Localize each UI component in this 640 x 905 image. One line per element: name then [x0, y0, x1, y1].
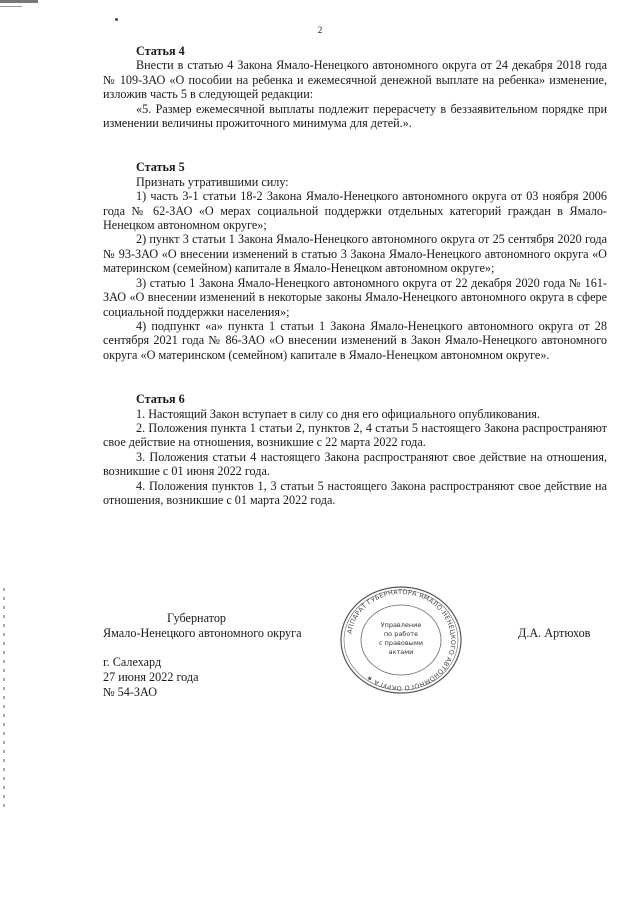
official-seal [336, 584, 466, 696]
signatory-role: Ямало-Ненецкого автономного округа [103, 626, 302, 640]
signatory-title: Губернатор [167, 611, 227, 625]
svg-text:с правовыми: с правовыми [379, 639, 423, 647]
article-6-paragraph: 1. Настоящий Закон вступает в силу со дня его официального опубликования. [136, 406, 540, 421]
article-4-paragraph: «5. Размер ежемесячной выплаты подлежит перерасчету в беззаявительном порядке при изменении величины прожиточного минимума для детей.». [103, 101, 607, 131]
article-5-paragraph: 3) статью 1 Закона Ямало-Ненецкого автономного округа от 22 декабря 2020 года № 161-ЗАО «О внесении изменений в некоторые законы Ямало-Ненецкого автономного округа в сфере социальной поддержки населения»; [103, 275, 607, 319]
place-of-signing: г. Салехард [103, 655, 162, 669]
article-4-paragraph: Внести в статью 4 Закона Ямало-Ненецкого автономного округа от 24 декабря 2018 года № 109-ЗАО «О пособии на ребенка и ежемесячной денежной выплате на ребенка» изменение, изложив часть 5 в следующей редакции: [103, 58, 607, 102]
signatory-name: Д.А. Артюхов [518, 626, 591, 640]
svg-text:актами: актами [388, 648, 414, 656]
article-6-paragraph: 3. Положения статьи 4 настоящего Закона распространяют свое действие на отношения, возникшие с 01 июня 2022 года. [103, 449, 607, 479]
svg-text:по работе: по работе [383, 630, 419, 638]
scan-artifact [0, 0, 38, 3]
scan-artifact [0, 6, 22, 7]
scan-speck [115, 18, 118, 21]
article-5-paragraph: 1) часть 3-1 статьи 18-2 Закона Ямало-Ненецкого автономного округа от 03 ноября 2006 года № 62-ЗАО «О мерах социальной поддержки отдельных категорий граждан в Ямало-Ненецком автономном округе»; [103, 189, 607, 233]
svg-text:Управление: Управление [380, 621, 422, 629]
document-body [103, 44, 607, 507]
article-5-paragraph: 4) подпункт «а» пункта 1 статьи 1 Закона Ямало-Ненецкого автономного округа от 28 сентября 2021 года № 86-ЗАО «О внесении изменений в Закон Ямало-Ненецкого автономного округа «О материнском (семейном) капитале в Ямало-Ненецком автономном округе». [103, 318, 607, 362]
article-6-heading: Статья 6 [136, 392, 185, 407]
article-6-paragraph: 4. Положения пунктов 1, 3 статьи 5 настоящего Закона распространяют свое действие на отношения, возникшие с 01 марта 2022 года. [103, 478, 607, 507]
scan-edge-artifact [3, 588, 5, 808]
article-5-heading: Статья 5 [136, 160, 185, 175]
article-5-paragraph: 2) пункт 3 статьи 1 Закона Ямало-Ненецкого автономного округа от 25 сентября 2020 года № 93-ЗАО «О внесении изменений в статью 3 Закона Ямало-Ненецкого автономного округа «О материнском (семейном) капитале в Ямало-Ненецком автономном округе»; [103, 232, 607, 276]
law-meta [103, 655, 199, 700]
article-5-paragraph: Признать утратившими силу: [136, 174, 289, 189]
article-4-heading: Статья 4 [136, 44, 185, 58]
signing-date: 27 июня 2022 года [103, 670, 199, 684]
svg-text:АППАРАТ ГУБЕРНАТОРА ЯМАЛО-НЕНЕ: АППАРАТ ГУБЕРНАТОРА ЯМАЛО-НЕНЕЦКОГО АВТОНОМНОГО ОКРУГА ★ [345, 587, 458, 693]
page-number: 2 [317, 25, 323, 35]
law-number: № 54-ЗАО [103, 685, 158, 699]
article-6-paragraph: 2. Положения пункта 1 статьи 2, пунктов 2, 4 статьи 5 настоящего Закона распространяют свое действие на отношения, возникшие с 22 марта 2022 года. [103, 420, 607, 450]
